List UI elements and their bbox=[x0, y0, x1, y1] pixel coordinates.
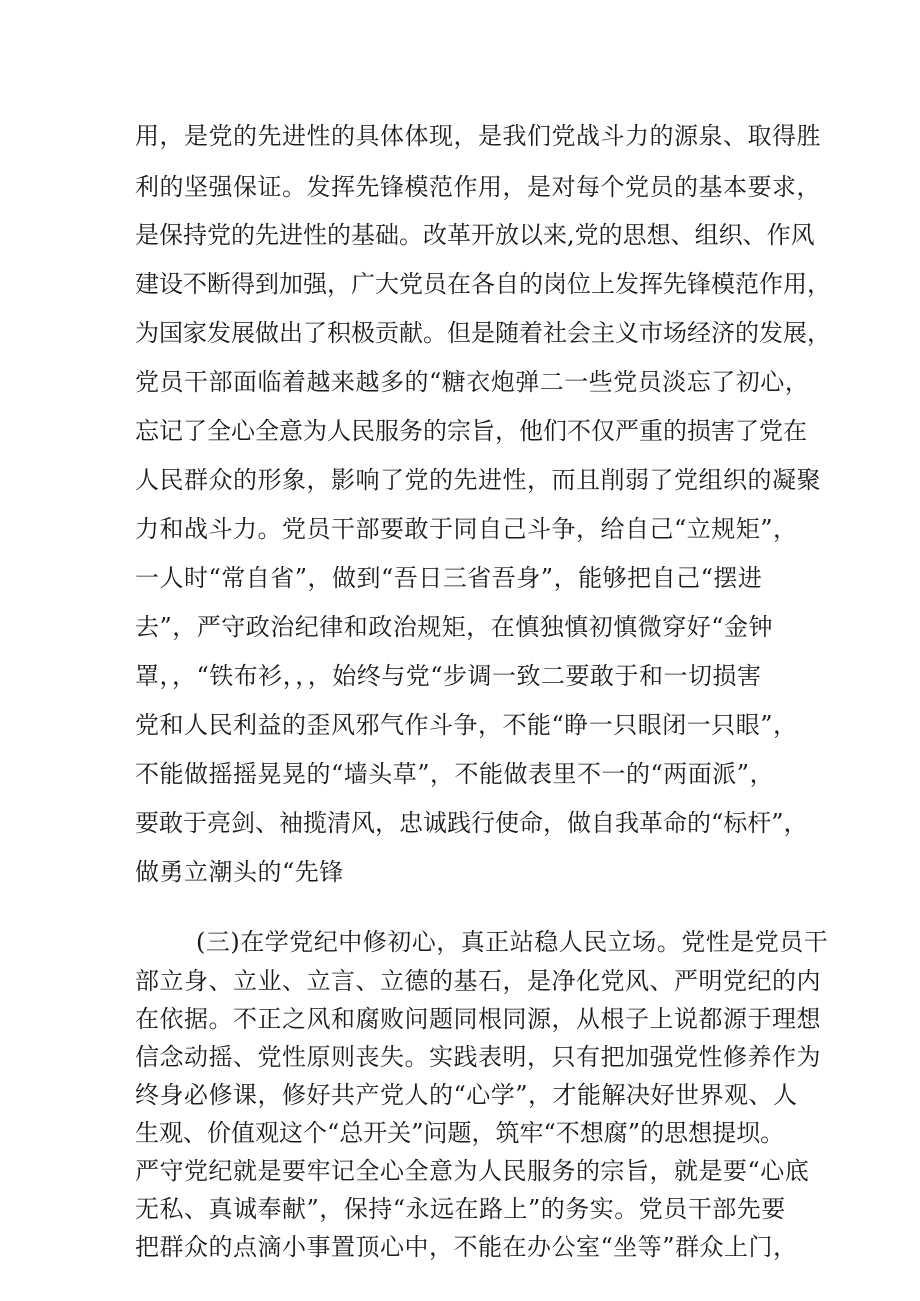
paragraph-line: 党员干部面临着越来越多的“糖衣炮弹二一些党员淡忘了初心， bbox=[135, 368, 810, 396]
paragraph-line: 建设不断得到加强，广大党员在各自的岗位上发挥先锋模范作用， bbox=[135, 270, 831, 298]
paragraph-line: 做勇立潮头的“先锋 bbox=[135, 858, 344, 886]
paragraph-line: 信念动摇、党性原则丧失。实践表明，只有把加强党性修养作为 bbox=[135, 1043, 821, 1071]
paragraph-line: 用，是党的先进性的具体体现，是我们党战斗力的源泉、取得胜 bbox=[135, 122, 821, 150]
paragraph-line: 忘记了全心全意为人民服务的宗旨，他们不仅严重的损害了党在 bbox=[135, 417, 807, 445]
paragraph-line: 生观、价值观这个“总开关”问题，筑牢“不想腐”的思想提坝。 bbox=[135, 1119, 785, 1147]
paragraph-line: 一人时“常自省”，做到“吾日三省吾身”，能够把自己“摆进 bbox=[135, 564, 763, 592]
paragraph-line: 力和战斗力。党员干部要敢于同自己斗争，给自己“立规矩”， bbox=[135, 515, 798, 543]
paragraph-line: 在依据。不正之风和腐败问题同根同源，从根子上说都源于理想 bbox=[135, 1005, 821, 1033]
paragraph-line: 党和人民利益的歪风邪气作斗争，不能“睁一只眼闭一只眼”， bbox=[135, 711, 798, 739]
paragraph-line: 终身必修课，修好共产党人的“心学”，才能解决好世界观、人 bbox=[135, 1081, 798, 1109]
paragraph-line: 人民群众的形象，影响了党的先进性，而且削弱了党组织的凝聚 bbox=[135, 466, 821, 494]
paragraph-line: 严守党纪就是要牢记全心全意为人民服务的宗旨，就是要“心底 bbox=[135, 1157, 810, 1185]
paragraph-line: 罩，，“铁布衫，，，始终与党“步调一致二要敢于和一切损害 bbox=[135, 662, 762, 690]
paragraph-line: 无私、真诚奉献”，保持“永远在路上”的务实。党员干部先要 bbox=[135, 1195, 786, 1223]
paragraph-line: 不能做摇摇晃晃的“墙头草”，不能做表里不一的“两面派”， bbox=[135, 760, 775, 788]
paragraph-line: 利的坚强保证。发挥先锋模范作用，是对每个党员的基本要求， bbox=[135, 173, 821, 201]
paragraph-line: 是保持党的先进性的基础。改革开放以来,党的思想、组织、作风 bbox=[135, 221, 815, 249]
paragraph-line: 部立身、立业、立言、立德的基石，是净化党风、严明党纪的内 bbox=[135, 967, 821, 995]
paragraph-line: 为国家发展做出了积极贡献。但是随着社会主义市场经济的发展， bbox=[135, 319, 831, 347]
paragraph-line: 要敢于亮剑、袖揽清风，忠诚践行使命，做自我革命的“标杆”， bbox=[135, 809, 808, 837]
paragraph-line: 去”，严守政治纪律和政治规矩，在慎独慎初慎微穿好“金钟 bbox=[135, 613, 774, 641]
paragraph-line: (三)在学党纪中修初心，真正站稳人民立场。党性是党员干 bbox=[196, 928, 829, 956]
paragraph-line: 把群众的点滴小事置顶心中，不能在办公室“坐等”群众上门， bbox=[135, 1233, 798, 1261]
